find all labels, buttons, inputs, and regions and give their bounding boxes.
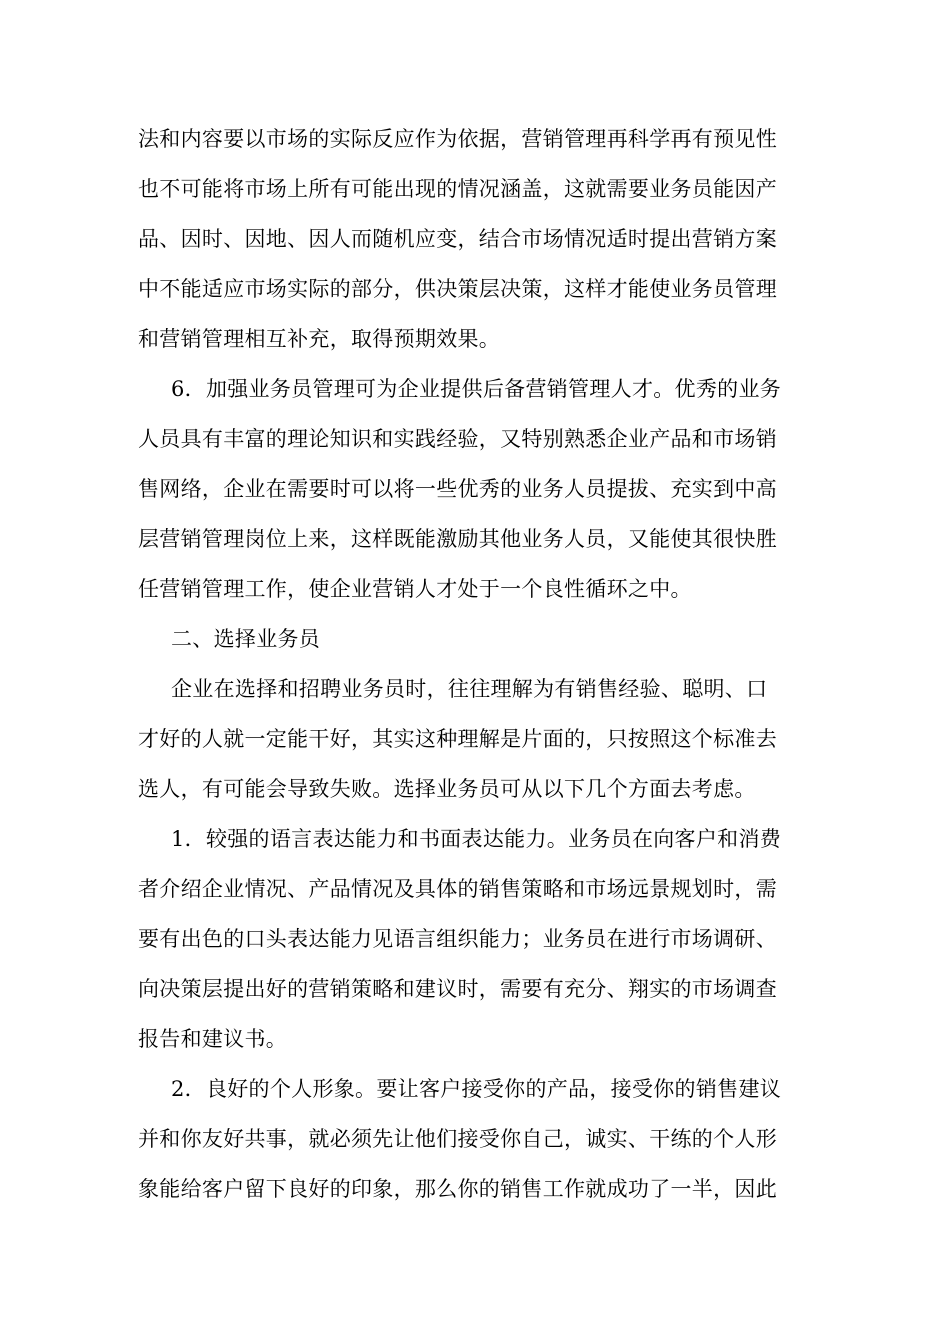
text-line: 并和你友好共事，就必须先让他们接受你自己，诚实、干练的个人形 bbox=[138, 1127, 777, 1151]
text-line: 者介绍企业情况、产品情况及具体的销售策略和市场远景规划时，需 bbox=[138, 877, 777, 901]
paragraph-start-line: 2．良好的个人形象。要让客户接受你的产品，接受你的销售建议 bbox=[171, 1077, 782, 1101]
text-line: 售网络，企业在需要时可以将一些优秀的业务人员提拔、充实到中高 bbox=[138, 477, 777, 501]
text-line: 法和内容要以市场的实际反应作为依据，营销管理再科学再有预见性 bbox=[138, 127, 777, 151]
paragraph-start-line: 企业在选择和招聘业务员时，往往理解为有销售经验、聪明、口 bbox=[171, 677, 768, 701]
text-line: 才好的人就一定能干好，其实这种理解是片面的，只按照这个标准去 bbox=[138, 727, 777, 751]
text-line: 任营销管理工作，使企业营销人才处于一个良性循环之中。 bbox=[138, 577, 692, 601]
text-line: 向决策层提出好的营销策略和建议时，需要有充分、翔实的市场调查 bbox=[138, 977, 777, 1001]
text-line: 人员具有丰富的理论知识和实践经验，又特别熟悉企业产品和市场销 bbox=[138, 427, 777, 451]
text-line: 也不可能将市场上所有可能出现的情况涵盖，这就需要业务员能因产 bbox=[138, 177, 777, 201]
text-line: 中不能适应市场实际的部分，供决策层决策，这样才能使业务员管理 bbox=[138, 277, 777, 301]
text-line: 和营销管理相互补充，取得预期效果。 bbox=[138, 327, 501, 351]
text-line: 象能给客户留下良好的印象，那么你的销售工作就成功了一半，因此 bbox=[138, 1177, 777, 1201]
text-line: 层营销管理岗位上来，这样既能激励其他业务人员，又能使其很快胜 bbox=[138, 527, 777, 551]
text-line: 品、因时、因地、因人而随机应变，结合市场情况适时提出营销方案 bbox=[138, 227, 777, 251]
text-line: 选人，有可能会导致失败。选择业务员可从以下几个方面去考虑。 bbox=[138, 777, 756, 801]
text-line: 报告和建议书。 bbox=[138, 1027, 288, 1051]
text-line: 要有出色的口头表达能力见语言组织能力；业务员在进行市场调研、 bbox=[138, 927, 777, 951]
paragraph-start-line: 6．加强业务员管理可为企业提供后备营销管理人才。优秀的业务 bbox=[171, 377, 782, 401]
body-text bbox=[138, 114, 818, 1214]
section-heading: 二、选择业务员 bbox=[171, 627, 321, 651]
paragraph-start-line: 1．较强的语言表达能力和书面表达能力。业务员在向客户和消费 bbox=[171, 827, 782, 851]
